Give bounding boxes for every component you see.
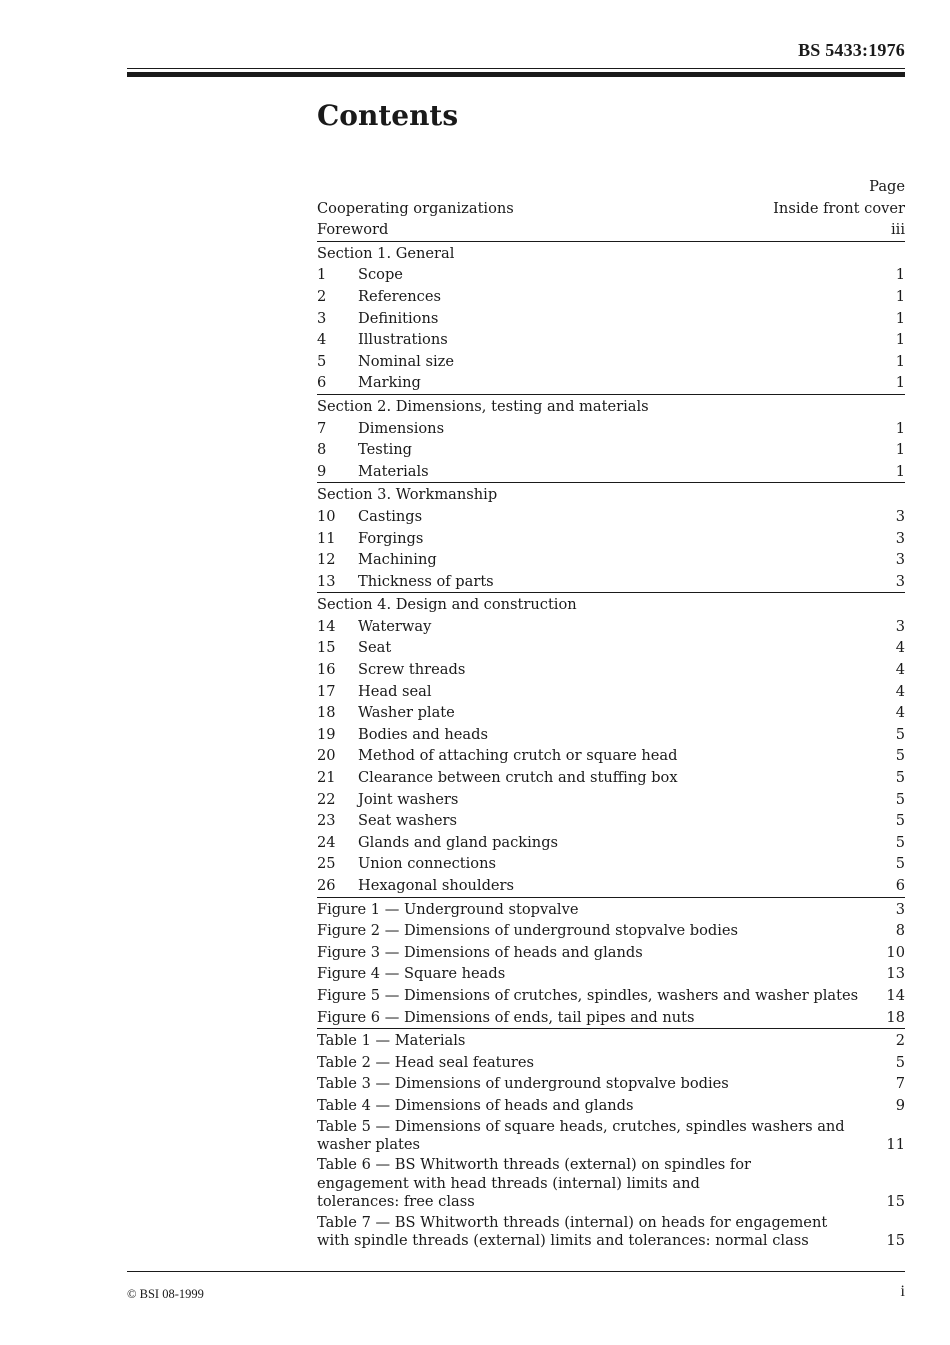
toc-entry-page: 1: [895, 287, 905, 305]
table-entry[interactable]: [317, 1052, 905, 1074]
toc-entry-text: Glands and gland packings: [358, 833, 559, 851]
toc-entry-text: Joint washers: [358, 790, 459, 808]
table-entry[interactable]: [317, 1117, 905, 1156]
toc-entry-text: Materials: [358, 462, 429, 480]
toc-entry[interactable]: [317, 637, 905, 659]
toc-entry-page: 1: [895, 419, 905, 437]
toc-entry[interactable]: [317, 767, 905, 789]
toc-entry-text: Union connections: [358, 855, 496, 873]
toc-entry-page: 1: [895, 331, 905, 349]
toc-entry[interactable]: [317, 286, 905, 308]
toc-entry-page: 1: [895, 266, 905, 284]
toc-entry[interactable]: [317, 702, 905, 724]
toc-entry-page: 9: [895, 1096, 905, 1114]
clause-number: 25: [317, 855, 336, 873]
toc-entry-text: Dimensions: [358, 419, 445, 437]
toc-entry-page: 2: [895, 1032, 905, 1050]
section-heading[interactable]: [317, 483, 905, 506]
header-rule-thick: [127, 72, 905, 77]
clause-number: 3: [317, 309, 327, 327]
table-of-contents: [317, 176, 905, 1251]
toc-entry[interactable]: [317, 264, 905, 286]
toc-entry-foreword[interactable]: [317, 219, 905, 242]
toc-entry-text: Bodies and heads: [358, 725, 488, 743]
toc-entry[interactable]: [317, 810, 905, 832]
clause-number: 22: [317, 790, 336, 808]
page-column-label: Page: [869, 178, 905, 195]
toc-entry-page: 5: [895, 769, 905, 787]
toc-entry-text: Definitions: [358, 309, 439, 327]
toc-entry-page: 5: [895, 790, 905, 808]
toc-entry-page: 3: [895, 572, 905, 590]
clause-number: 7: [317, 419, 327, 437]
section-title: Section 1. General: [317, 244, 455, 262]
page-title: Contents: [317, 99, 459, 132]
toc-entry[interactable]: [317, 308, 905, 330]
toc-entry-text: Seat: [358, 639, 392, 657]
toc-entry-page: iii: [890, 221, 905, 239]
toc-entry-page: 10: [886, 943, 905, 961]
figure-entry[interactable]: [317, 942, 905, 964]
toc-entry[interactable]: [317, 659, 905, 681]
toc-entry-page: 5: [895, 725, 905, 743]
toc-entry[interactable]: [317, 506, 905, 528]
toc-entry[interactable]: [317, 571, 905, 594]
toc-entry-text: Figure 4 — Square heads: [317, 965, 506, 983]
toc-entry-text: Marking: [358, 374, 421, 392]
section-title: Section 2. Dimensions, testing and materials: [317, 397, 649, 415]
toc-entry-page: 1: [895, 309, 905, 327]
clause-number: 21: [317, 769, 336, 787]
toc-entry-text: Table 6 — BS Whitworth threads (external) on spindles for engagement with head threads (internal) limits and tolerances: free class: [317, 1156, 752, 1211]
table-entry[interactable]: [317, 1095, 905, 1117]
table-entry[interactable]: [317, 1213, 905, 1252]
clause-number: 17: [317, 682, 336, 700]
toc-entry-page: 5: [895, 1053, 905, 1071]
toc-entry-page: Inside front cover: [773, 199, 905, 217]
toc-entry-text: Method of attaching crutch or square head: [358, 747, 678, 765]
toc-entry-page: 1: [895, 462, 905, 480]
toc-entry-page: 1: [895, 352, 905, 370]
toc-entry[interactable]: [317, 616, 905, 638]
table-entry[interactable]: [317, 1073, 905, 1095]
toc-entry[interactable]: [317, 789, 905, 811]
toc-entry-page: 18: [886, 1008, 905, 1026]
toc-entry-text: Waterway: [358, 617, 432, 635]
toc-entry-text: Cooperating organizations: [317, 199, 514, 217]
toc-entry-text: Machining: [358, 551, 437, 569]
toc-entry-text: Figure 6 — Dimensions of ends, tail pipes and nuts: [317, 1008, 695, 1026]
toc-entry[interactable]: [317, 418, 905, 440]
section-heading[interactable]: [317, 395, 905, 418]
clause-number: 11: [317, 529, 336, 547]
toc-entry-page: 1: [895, 374, 905, 392]
clause-number: 4: [317, 331, 327, 349]
toc-entry-page: 3: [895, 617, 905, 635]
toc-entry-page: 15: [886, 1193, 905, 1211]
toc-entry-page: 11: [886, 1135, 905, 1153]
clause-number: 24: [317, 833, 336, 851]
toc-entry-page: 5: [895, 833, 905, 851]
toc-entry-page: 1: [895, 441, 905, 459]
toc-entry[interactable]: [317, 681, 905, 703]
clause-number: 19: [317, 725, 336, 743]
clause-number: 12: [317, 551, 336, 569]
toc-entry[interactable]: [317, 724, 905, 746]
toc-entry-text: Clearance between crutch and stuffing box: [358, 769, 678, 787]
toc-entry-text: Hexagonal shoulders: [358, 877, 515, 894]
toc-entry-text: Castings: [358, 507, 423, 525]
figure-entry[interactable]: [317, 1007, 905, 1030]
toc-entry-text: Nominal size: [358, 352, 454, 370]
toc-entry-text: Figure 5 — Dimensions of crutches, spindles, washers and washer plates: [317, 986, 859, 1004]
toc-entry-page: 8: [895, 922, 905, 940]
toc-entry[interactable]: [317, 875, 905, 898]
toc-entry[interactable]: [317, 461, 905, 484]
toc-entry-text: Table 7 — BS Whitworth threads (internal) on heads for engagement with spindle threads (external) limits and tolerances: normal class: [317, 1213, 828, 1249]
clause-number: 8: [317, 441, 327, 459]
toc-entry-text: Illustrations: [358, 331, 448, 349]
clause-number: 23: [317, 812, 336, 830]
toc-entry[interactable]: [317, 853, 905, 875]
toc-entry-page: 3: [895, 529, 905, 547]
clause-number: 6: [317, 374, 327, 392]
clause-number: 13: [317, 572, 336, 590]
clause-number: 18: [317, 704, 336, 722]
toc-entry-text: Foreword: [317, 221, 389, 239]
toc-entry-page: 7: [895, 1075, 905, 1093]
toc-entry[interactable]: [317, 351, 905, 373]
clause-number: 20: [317, 747, 336, 765]
section-title: Section 4. Design and construction: [317, 596, 577, 614]
toc-entry-text: Figure 2 — Dimensions of underground stopvalve bodies: [317, 922, 738, 940]
toc-entry-page: 6: [895, 877, 905, 894]
toc-entry-text: Table 3 — Dimensions of underground stopvalve bodies: [317, 1075, 729, 1093]
clause-number: 10: [317, 507, 336, 525]
toc-entry-text: Seat washers: [358, 812, 458, 830]
footer-rule: [127, 1271, 905, 1272]
section-title: Section 3. Workmanship: [317, 486, 498, 504]
page-number: i: [900, 1283, 905, 1300]
clause-number: 15: [317, 639, 336, 657]
toc-entry-page: 3: [895, 551, 905, 569]
toc-entry-page: 15: [886, 1231, 905, 1249]
toc-entry-text: Thickness of parts: [358, 572, 494, 590]
toc-entry-page: 5: [895, 747, 905, 765]
toc-entry-page: 4: [895, 639, 905, 657]
clause-number: 26: [317, 877, 336, 894]
toc-entry-page: 4: [895, 661, 905, 679]
table-entry[interactable]: [317, 1029, 905, 1052]
toc-entry-text: Figure 1 — Underground stopvalve: [317, 900, 579, 918]
toc-entry-text: Table 5 — Dimensions of square heads, crutches, spindles washers and washer plates: [317, 1117, 845, 1153]
clause-number: 14: [317, 617, 336, 635]
figure-entry[interactable]: [317, 898, 905, 921]
toc-entry[interactable]: [317, 745, 905, 767]
figure-entry[interactable]: [317, 985, 905, 1007]
toc-entry[interactable]: [317, 329, 905, 351]
toc-entry-text: Table 1 — Materials: [317, 1032, 466, 1050]
header-rule-thin: [127, 68, 905, 69]
toc-entry-page: 5: [895, 812, 905, 830]
toc-entry-page: 4: [895, 704, 905, 722]
toc-entry-text: Washer plate: [358, 704, 455, 722]
toc-entry-cooperating-organizations[interactable]: [317, 198, 905, 220]
figure-entry[interactable]: [317, 963, 905, 985]
figure-entry[interactable]: [317, 920, 905, 942]
toc-entry-page: 14: [886, 986, 905, 1004]
toc-entry-text: Scope: [358, 266, 403, 284]
toc-entry-text: Forgings: [358, 529, 424, 547]
toc-entry[interactable]: [317, 439, 905, 461]
toc-entry[interactable]: [317, 372, 905, 395]
clause-number: 16: [317, 661, 336, 679]
clause-number: 1: [317, 266, 327, 284]
toc-entry-page: 5: [895, 855, 905, 873]
toc-entry-text: Testing: [358, 441, 412, 459]
toc-entry-text: Head seal: [358, 682, 432, 700]
toc-entry-page: 4: [895, 682, 905, 700]
toc-entry-text: Table 4 — Dimensions of heads and glands: [317, 1096, 634, 1114]
toc-entry-text: Screw threads: [358, 661, 466, 679]
toc-entry-page: 3: [895, 507, 905, 525]
section-heading[interactable]: [317, 242, 905, 265]
toc-entry-page: 3: [895, 900, 905, 918]
document-id: BS 5433:1976: [798, 40, 905, 60]
table-entry[interactable]: [317, 1155, 905, 1212]
clause-number: 5: [317, 352, 327, 370]
toc-entry-text: References: [358, 287, 441, 305]
toc-entry[interactable]: [317, 549, 905, 571]
toc-entry-text: Table 2 — Head seal features: [317, 1053, 535, 1071]
clause-number: 2: [317, 287, 327, 305]
toc-entry-text: Figure 3 — Dimensions of heads and glands: [317, 943, 643, 961]
section-heading[interactable]: [317, 593, 905, 616]
page-column-header: [317, 176, 905, 198]
toc-entry[interactable]: [317, 832, 905, 854]
copyright-notice: © BSI 08-1999: [127, 1287, 204, 1301]
clause-number: 9: [317, 462, 327, 480]
toc-entry[interactable]: [317, 528, 905, 550]
toc-entry-page: 13: [886, 965, 905, 983]
